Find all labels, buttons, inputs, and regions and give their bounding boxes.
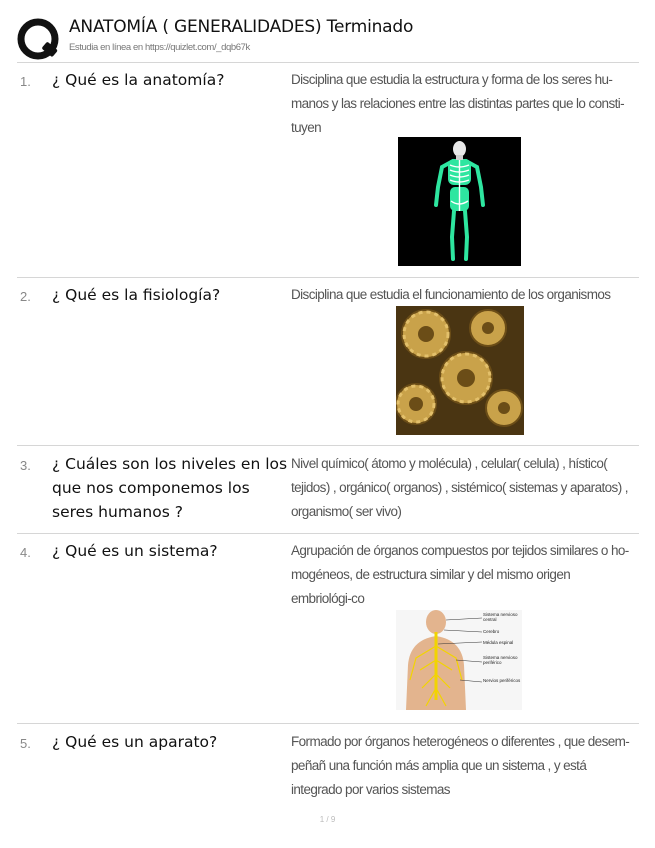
card-number: 3. — [20, 458, 31, 473]
document-source-link[interactable]: Estudia en línea en https://quizlet.com/_dqb67k — [69, 42, 250, 53]
card-number: 1. — [20, 74, 31, 89]
page-number: 1 / 9 — [319, 815, 336, 824]
gears-image — [396, 306, 524, 435]
quizlet-logo-icon — [17, 18, 61, 62]
image-label: Nervios periféricos — [483, 678, 521, 683]
image-label: Cerebro — [483, 629, 500, 634]
card-answer: Nivel químico( átomo y molécula) , celular( celula) , hístico( tejidos) , orgánico( organos) , sistémico( sistemas y aparatos) , organismo( ser vivo) — [291, 456, 628, 519]
card-question: ¿ Qué es la fisiología? — [52, 286, 221, 304]
image-label: Sistema nervioso central — [483, 612, 518, 622]
nervous-system-image — [396, 610, 522, 710]
card-question: ¿ Qué es un aparato? — [52, 733, 218, 751]
flashcard-4 — [0, 533, 655, 723]
image-label: Médula espinal — [483, 640, 514, 645]
flashcard-5 — [0, 723, 655, 813]
card-number: 2. — [20, 289, 31, 304]
card-question: ¿ Cuáles son los niveles en los que nos componemos los seres humanos ? — [52, 455, 288, 521]
flashcard-3 — [0, 445, 655, 533]
flashcard-2 — [0, 277, 655, 445]
document-title: ANATOMÍA ( GENERALIDADES) Terminado — [69, 17, 414, 37]
card-question: ¿ Qué es la anatomía? — [52, 71, 225, 89]
skeleton-image — [398, 137, 521, 266]
document-header — [0, 0, 655, 62]
flashcard-1 — [0, 62, 655, 277]
card-number: 4. — [20, 545, 31, 560]
image-label: Sistema nervioso periférico — [483, 655, 518, 665]
card-answer: Disciplina que estudia el funcionamiento de los organismos — [291, 287, 611, 302]
card-answer: Disciplina que estudia la estructura y forma de los seres hu-manos y las relaciones entre las distintas partes que lo consti-tuyen — [291, 72, 625, 135]
card-question: ¿ Qué es un sistema? — [52, 542, 218, 560]
card-number: 5. — [20, 736, 31, 751]
card-answer: Formado por órganos heterogéneos o diferentes , que desem-peñañ una función más amplia que un sistema , y está integrado por varios sistemas — [291, 734, 630, 797]
card-answer: Agrupación de órganos compuestos por tejidos similares o ho-mogéneos, de estructura similar y del mismo origen embriológi-co — [291, 543, 629, 606]
